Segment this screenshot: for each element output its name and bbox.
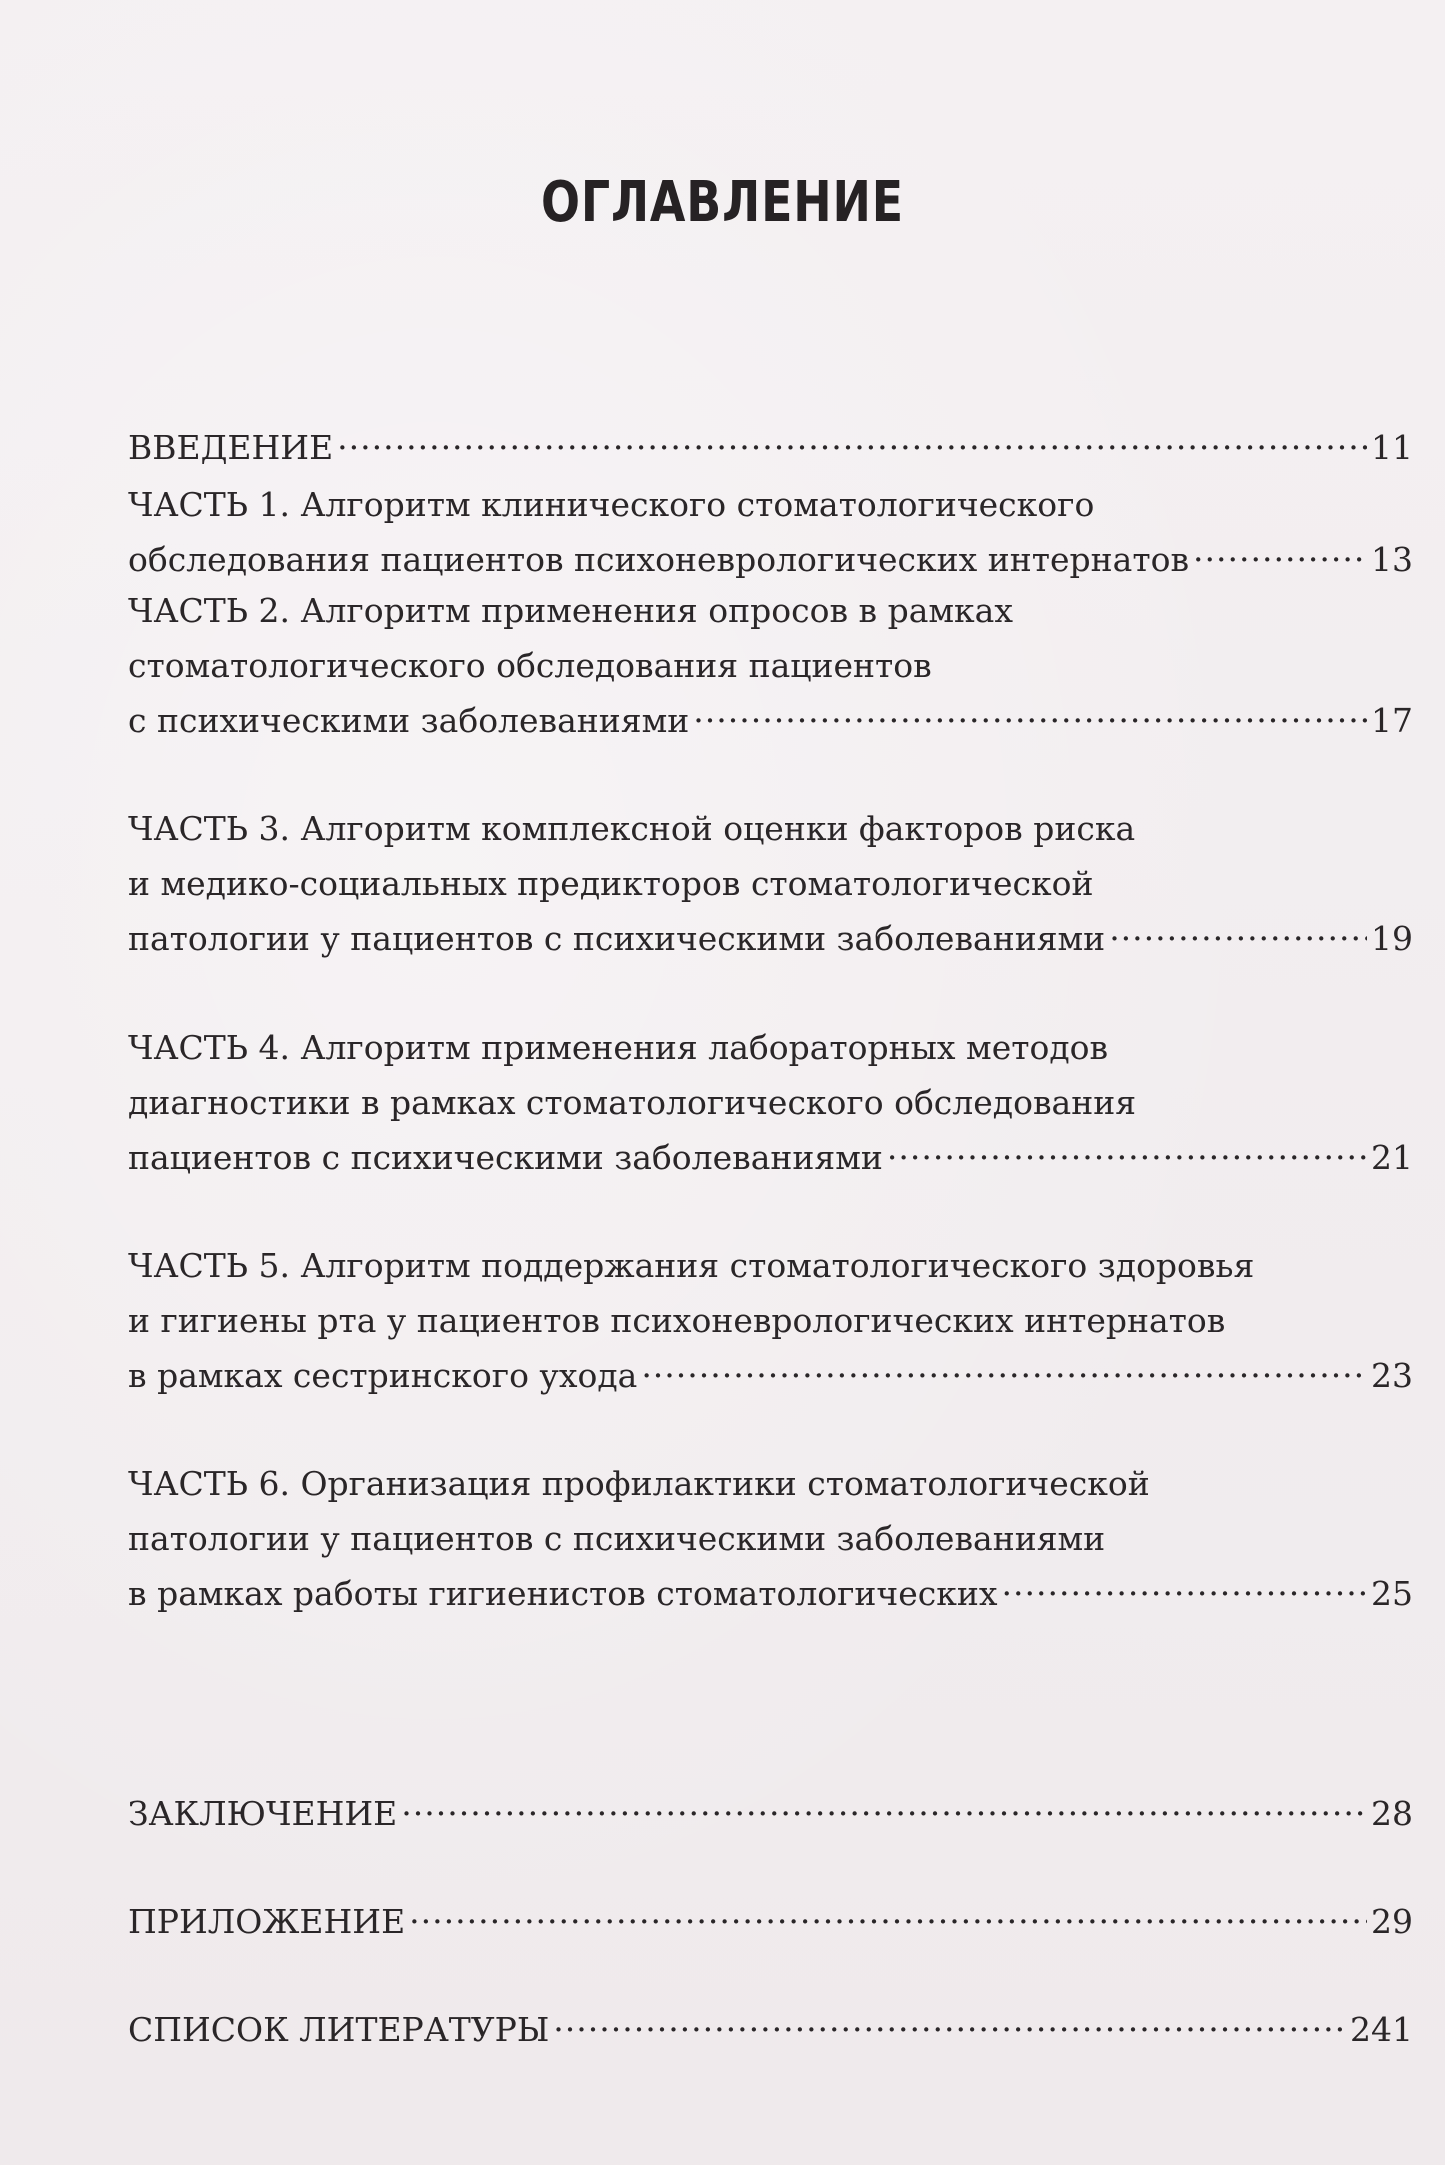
dot-leader bbox=[887, 1136, 1367, 1169]
toc-entry-last-line bbox=[128, 1348, 1413, 1403]
toc-entry-text: патологии у пациентов с психическими заболеваниями bbox=[128, 919, 1106, 958]
toc-page-number: 19 bbox=[1371, 919, 1413, 958]
toc-page-number: 241 bbox=[1350, 2010, 1413, 2049]
toc-entry[interactable] bbox=[128, 1786, 1413, 1841]
toc-page-number: 25 bbox=[1371, 1574, 1413, 1613]
dot-leader bbox=[1002, 1572, 1368, 1605]
toc-entry-text: диагностики в рамках стоматологического обследования bbox=[128, 1083, 1137, 1122]
toc-entry-last-line bbox=[128, 1566, 1413, 1621]
toc-entry-last-line bbox=[128, 2002, 1413, 2057]
toc-entry-last-line bbox=[128, 1130, 1413, 1185]
toc-entry-text: ЗАКЛЮЧЕНИЕ bbox=[128, 1794, 398, 1833]
toc-entry-text: ЧАСТЬ 2. Алгоритм применения опросов в рамках bbox=[128, 591, 1013, 630]
toc-entry-text: ВВЕДЕНИЕ bbox=[128, 428, 334, 467]
toc-entry-last-line bbox=[128, 693, 1413, 748]
toc-page-number: 28 bbox=[1371, 1794, 1413, 1833]
toc-entry-text: стоматологического обследования пациентов bbox=[128, 646, 932, 685]
toc-entry-text: обследования пациентов психоневрологических интернатов bbox=[128, 540, 1190, 579]
toc-entry[interactable] bbox=[128, 420, 1413, 475]
toc-entry[interactable] bbox=[128, 477, 1413, 587]
toc-page-number: 29 bbox=[1371, 1902, 1413, 1941]
toc-entry-text: и медико-социальных предикторов стоматологической bbox=[128, 864, 1094, 903]
toc-entry-text: в рамках работы гигиенистов стоматологических bbox=[128, 1574, 998, 1613]
dot-leader bbox=[553, 2008, 1346, 2041]
toc-entry[interactable] bbox=[128, 1456, 1413, 1621]
toc-page-number: 13 bbox=[1371, 540, 1413, 579]
toc-page-number: 21 bbox=[1371, 1138, 1413, 1177]
toc-entry-last-line bbox=[128, 532, 1413, 587]
toc-entry-text: ЧАСТЬ 6. Организация профилактики стоматологической bbox=[128, 1464, 1150, 1503]
toc-entry[interactable] bbox=[128, 583, 1413, 748]
toc-entry-text: ЧАСТЬ 4. Алгоритм применения лабораторных методов bbox=[128, 1028, 1109, 1067]
dot-leader bbox=[401, 1792, 1367, 1825]
toc-entry-text: патологии у пациентов с психическими заболеваниями bbox=[128, 1519, 1106, 1558]
dot-leader bbox=[337, 426, 1367, 459]
toc-entry-text: ЧАСТЬ 3. Алгоритм комплексной оценки факторов риска bbox=[128, 809, 1136, 848]
dot-leader bbox=[1109, 917, 1367, 950]
toc-entry-text: СПИСОК ЛИТЕРАТУРЫ bbox=[128, 2010, 550, 2049]
toc-entry-text: и гигиены рта у пациентов психоневрологических интернатов bbox=[128, 1301, 1226, 1340]
page-title: ОГЛАВЛЕНИЕ bbox=[541, 170, 904, 235]
toc-entry-last-line bbox=[128, 1786, 1413, 1841]
toc-entry[interactable] bbox=[128, 2002, 1413, 2057]
toc-entry-text: пациентов с психическими заболеваниями bbox=[128, 1138, 883, 1177]
toc-page-number: 23 bbox=[1371, 1356, 1413, 1395]
toc-entry-last-line bbox=[128, 911, 1413, 966]
dot-leader bbox=[693, 699, 1367, 732]
toc-entry-text: с психическими заболеваниями bbox=[128, 701, 690, 740]
toc-entry-last-line bbox=[128, 420, 1413, 475]
toc-entry[interactable] bbox=[128, 1020, 1413, 1185]
dot-leader bbox=[409, 1900, 1367, 1933]
toc-page-number: 17 bbox=[1371, 701, 1413, 740]
toc-entry-text: ЧАСТЬ 5. Алгоритм поддержания стоматологического здоровья bbox=[128, 1246, 1255, 1285]
dot-leader bbox=[1193, 538, 1367, 571]
dot-leader bbox=[641, 1354, 1367, 1387]
toc-entry-text: в рамках сестринского ухода bbox=[128, 1356, 638, 1395]
toc-page-number: 11 bbox=[1371, 428, 1413, 467]
toc-entry[interactable] bbox=[128, 801, 1413, 966]
toc-entry-text: ЧАСТЬ 1. Алгоритм клинического стоматологического bbox=[128, 485, 1095, 524]
toc-entry[interactable] bbox=[128, 1894, 1413, 1949]
toc-entry-last-line bbox=[128, 1894, 1413, 1949]
toc-entry[interactable] bbox=[128, 1238, 1413, 1403]
toc-entry-text: ПРИЛОЖЕНИЕ bbox=[128, 1902, 406, 1941]
